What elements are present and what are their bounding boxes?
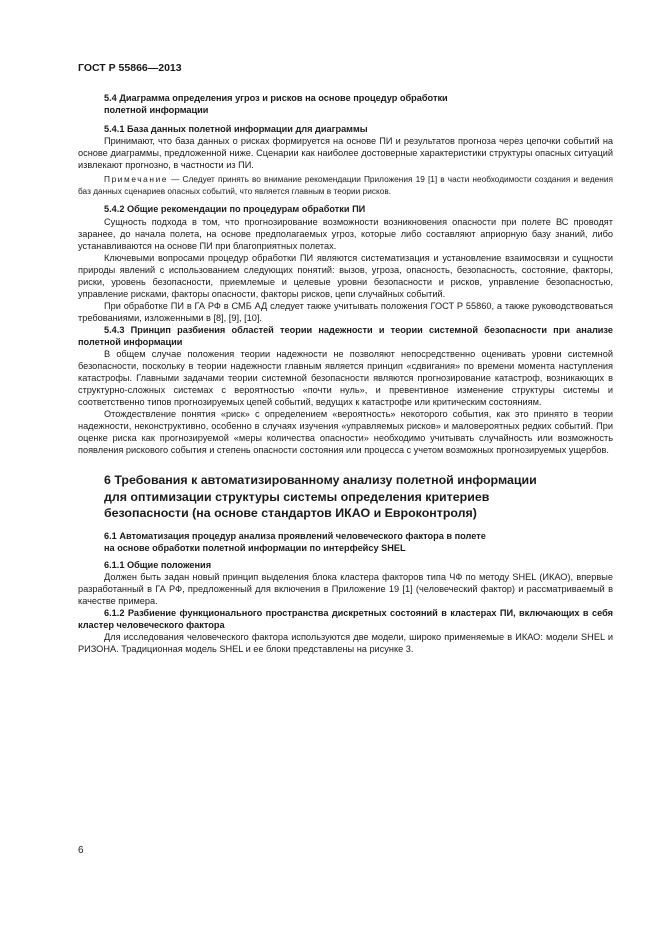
section-5-4-3-title: 5.4.3 Принцип разбиения областей теории надежности и теории системной безопасности при анализе полетной информации: [78, 324, 613, 347]
section-5-4-2-paragraph-2: Ключевыми вопросами процедур обработки ПИ являются систематизация и установление взаимосвязи и сущности природы явлений с использованием следующих понятий: вызов, угроза, опасность, безопасность, состояние, факторы, риски, уровень безопасности, приемлемые и целевые уровни безопасности и рисков, управление безопасностью, управление рисками, факторы опасности, факторы рисков, цепи случайных событий.: [78, 252, 613, 299]
section-6-1-title: 6.1 Автоматизация процедур анализа проявлений человеческого фактора в полете на основе обработки полетной информации по интерфейсу SHEL: [104, 531, 486, 554]
note-paragraph: [78, 174, 613, 197]
section-5-4-3-paragraph-2: Отождествление понятия «риск» с определением «вероятность» некоторого события, как это принято в теории надежности, неконструктивно, особенно в случаях изучения «управляемых рисков» и маловероятных редких событий. При оценке риска как прогнозируемой «меры количества опасности» необходимо учитывать случайность или возможность появления рискового события и степень опасности состояния или процесса с учетом возможных прогнозируемых ущербов.: [78, 409, 613, 456]
section-6-1-2-title: 6.1.2 Разбиение функционального пространства дискретных состояний в кластерах ПИ, включающих в себя кластер человеческого фактора: [78, 608, 613, 631]
section-6-1-1-paragraph: Должен быть задан новый принцип выделения блока кластера факторов типа ЧФ по методу SHEL (ИКАО), впервые разработанный в ГА РФ, предложенный для включения в Приложение 19 [1] (человеческий фактор) и рассматриваемый в качестве примера.: [78, 572, 613, 607]
note-text: — Следует принять во внимание рекомендации Приложения 19 [1] в части необходимости создания и ведения баз данных сценариев опасных событий, что является главным в теории рисков.: [78, 174, 613, 196]
section-6-title: 6 Требования к автоматизированному анализу полетной информации для оптимизации структуры системы определения критериев безопасности (на основе стандартов ИКАО и Евроконтроля): [104, 473, 537, 520]
section-5-4-title: 5.4 Диаграмма определения угроз и рисков на основе процедур обработки полетной информации: [104, 93, 448, 116]
section-5-4-1-paragraph: Принимают, что база данных о рисках формируется на основе ПИ и результатов прогноза через цепочки событий на основе диаграммы, предложенной ниже. Сценарии как наиболее достоверные характеристики структуры опасных ситуаций извлекают прогнозно, в частности из ПИ.: [78, 136, 613, 171]
page-content: [78, 92, 613, 656]
note-label: Примечание: [104, 174, 169, 185]
page-number: 6: [78, 845, 84, 856]
section-6-1-2-paragraph: Для исследования человеческого фактора используются две модели, широко применяемые в ИКАО: модели SHEL и РИЗОНА. Традиционная модель SHEL и ее блоки представлены на рисунке 3.: [78, 632, 613, 655]
section-5-4-1-title: 5.4.1 База данных полетной информации для диаграммы: [104, 124, 368, 135]
section-5-4-2-paragraph-3: При обработке ПИ в ГА РФ в СМБ АД следует также учитывать положения ГОСТ Р 55860, а также руководствоваться требованиями, изложенными в [8], [9], [10].: [78, 300, 613, 323]
section-5-4-3-paragraph-1: В общем случае положения теории надежности не позволяют непосредственно оценивать уровни системной безопасности, поскольку в теории надежности главным является принцип «сдвигания» по времени момента наступления катастрофы. Главными задачами теории системной безопасности являются прогнозирование катастроф, возникающих в структурно-сложных системах с вероятностью «почти нуль», и превентивное изменение структуры системы и соответственно типов прогнозируемых цепей событий, ведущих к катастрофе или критическим состояниям.: [78, 349, 613, 408]
section-5-4-2-paragraph-1: Сущность подхода в том, что прогнозирование возможности возникновения опасности при полете ВС проводят заранее, до начала полета, на основе предполагаемых угроз, которые либо составляют априорную базу знаний, либо устанавливаются на основе ПИ при благоприятных полетах.: [78, 216, 613, 251]
document-code-header: ГОСТ Р 55866—2013: [78, 62, 182, 74]
section-5-4-2-title: 5.4.2 Общие рекомендации по процедурам обработки ПИ: [104, 204, 366, 215]
section-6-1-1-title: 6.1.1 Общие положения: [104, 560, 212, 571]
